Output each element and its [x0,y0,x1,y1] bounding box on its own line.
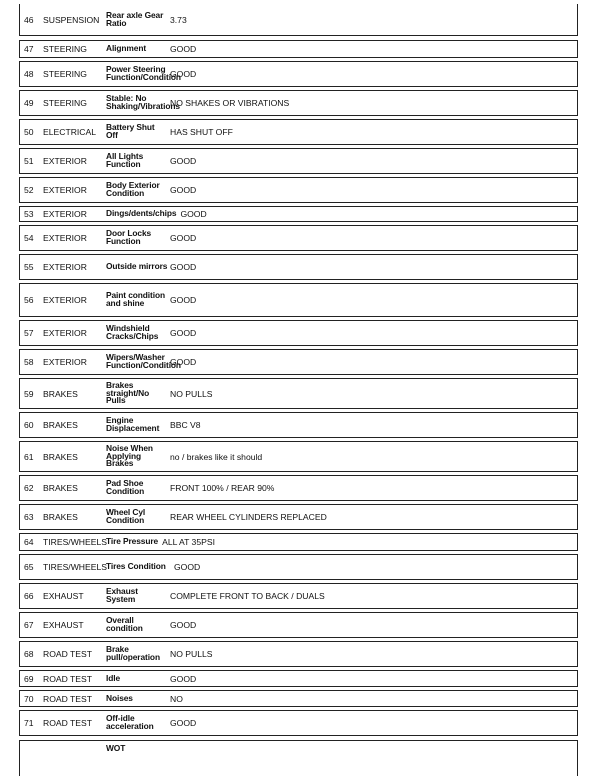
row-value: COMPLETE FRONT TO BACK / DUALS [170,591,325,601]
row-number: 65 [24,562,34,572]
row-item: Pad Shoe Condition [106,478,145,496]
row-item: Exhaust System [106,586,138,604]
table-row [19,349,578,375]
row-value: BBC V8 [170,420,201,430]
row-number: 50 [24,127,34,137]
row-category: BRAKES [43,483,78,493]
row-number: 64 [24,537,34,547]
row-value: GOOD [170,233,197,243]
row-item: Noise When Applying Brakes [106,443,153,469]
row-value: GOOD [170,673,197,684]
row-category: EXTERIOR [43,357,87,367]
row-item: Battery Shut Off [106,122,155,140]
table-row [19,206,578,222]
row-category: ROAD TEST [43,673,93,684]
table-row [19,670,578,687]
row-category: EXHAUST [43,591,84,601]
table-row [19,740,578,776]
row-item: Rear axle Gear Ratio [106,9,164,28]
row-category: BRAKES [43,451,78,462]
row-number: 67 [24,620,34,630]
row-number: 63 [24,512,34,522]
row-value: HAS SHUT OFF [170,127,233,137]
row-category: EXTERIOR [43,328,87,338]
row-category: EXTERIOR [43,295,87,305]
row-category: EXHAUST [43,620,84,630]
row-category: STEERING [43,69,87,79]
table-row [19,40,578,58]
row-item: Body Exterior Condition [106,180,160,198]
row-item: Wipers/Washer Function/Condition [106,352,181,370]
row-number: 55 [24,262,34,272]
row-category: EXTERIOR [43,185,87,195]
table-row [19,533,578,551]
table-row [19,148,578,174]
row-number: 56 [24,295,34,305]
row-value: GOOD [170,357,197,367]
table-row [19,283,578,317]
row-number: 47 [24,44,34,54]
row-number: 66 [24,591,34,601]
row-item: Door Locks Function [106,228,152,246]
row-value: NO PULLS [170,388,213,399]
row-item: Paint condition and shine [106,290,165,308]
row-item: Off-idle acceleration [106,713,154,731]
table-row [19,475,578,501]
row-item: Brakes straight/No Pulls [106,380,150,406]
row-value: GOOD [170,620,197,630]
row-value: GOOD [170,295,197,305]
row-category: BRAKES [43,512,78,522]
row-value: no / brakes like it should [170,451,263,462]
row-number: 46 [24,14,34,25]
row-category: ROAD TEST [43,649,93,659]
row-item: All Lights Function [106,151,144,169]
row-value: GOOD [170,44,197,54]
table-row [19,710,578,736]
row-value: NO [170,693,183,704]
row-item: Idle [106,672,121,683]
table-row [19,61,578,87]
table-row [19,378,578,409]
row-category: ELECTRICAL [43,127,97,137]
row-number: 71 [24,718,34,728]
row-number: 52 [24,185,34,195]
row-number: 54 [24,233,34,243]
row-item: Tires Condition [106,561,166,572]
row-number: 59 [24,388,34,399]
row-number: 51 [24,156,34,166]
row-item: Engine Displacement [106,415,160,433]
row-item: Dings/dents/chips [106,208,177,219]
table-row [19,612,578,638]
row-category: SUSPENSION [43,14,100,25]
row-category: EXTERIOR [43,156,87,166]
table-row [19,583,578,609]
row-number: 70 [24,693,34,704]
row-item: Noises [106,692,133,703]
table-row [19,119,578,145]
row-value: NO PULLS [170,649,213,659]
row-category: ROAD TEST [43,693,93,704]
row-category: BRAKES [43,388,78,399]
row-value: GOOD [180,209,207,219]
row-value: NO SHAKES OR VIBRATIONS [170,98,290,108]
row-category: STEERING [43,98,87,108]
row-category: EXTERIOR [43,233,87,243]
row-category: EXTERIOR [43,262,87,272]
row-number: 62 [24,483,34,493]
row-item: Alignment [106,43,147,54]
table-row [19,320,578,346]
table-row [19,690,578,707]
row-value: 3.73 [170,14,187,25]
row-value: GOOD [170,185,197,195]
table-row [19,254,578,280]
row-value: ALL AT 35PSI [162,537,215,547]
table-row [19,641,578,667]
row-category: EXTERIOR [43,209,87,219]
row-item: Brake pull/operation [106,644,160,662]
row-category: TIRES/WHEELS [43,562,107,572]
table-row [19,90,578,116]
row-item: Windshield Cracks/Chips [106,323,159,341]
row-number: 61 [24,451,34,462]
row-number: 60 [24,420,34,430]
row-item: WOT [106,743,126,753]
table-row [19,4,578,36]
row-number: 58 [24,357,34,367]
row-number: 57 [24,328,34,338]
row-item: Power Steering Function/Condition [106,64,181,82]
row-item: Stable: No Shaking/Vibrations [106,93,180,111]
row-value: GOOD [170,718,197,728]
table-row [19,412,578,438]
row-category: ROAD TEST [43,718,93,728]
table-row [19,554,578,580]
row-value: REAR WHEEL CYLINDERS REPLACED [170,512,327,522]
row-value: GOOD [170,262,197,272]
row-value: GOOD [170,156,197,166]
row-item: Wheel Cyl Condition [106,507,146,525]
table-row [19,441,578,472]
row-item: Overall condition [106,615,143,633]
row-value: GOOD [174,562,201,572]
row-value: GOOD [170,69,197,79]
row-number: 53 [24,209,34,219]
table-row [19,177,578,203]
row-category: TIRES/WHEELS [43,537,107,547]
row-number: 69 [24,673,34,684]
row-value: FRONT 100% / REAR 90% [170,483,275,493]
row-item: Outside mirrors [106,261,168,272]
row-value: GOOD [170,328,197,338]
row-number: 48 [24,69,34,79]
row-number: 68 [24,649,34,659]
table-row [19,504,578,530]
row-category: STEERING [43,44,87,54]
row-category: BRAKES [43,420,78,430]
table-row [19,225,578,251]
row-number: 49 [24,98,34,108]
row-item: Tire Pressure [106,536,159,547]
